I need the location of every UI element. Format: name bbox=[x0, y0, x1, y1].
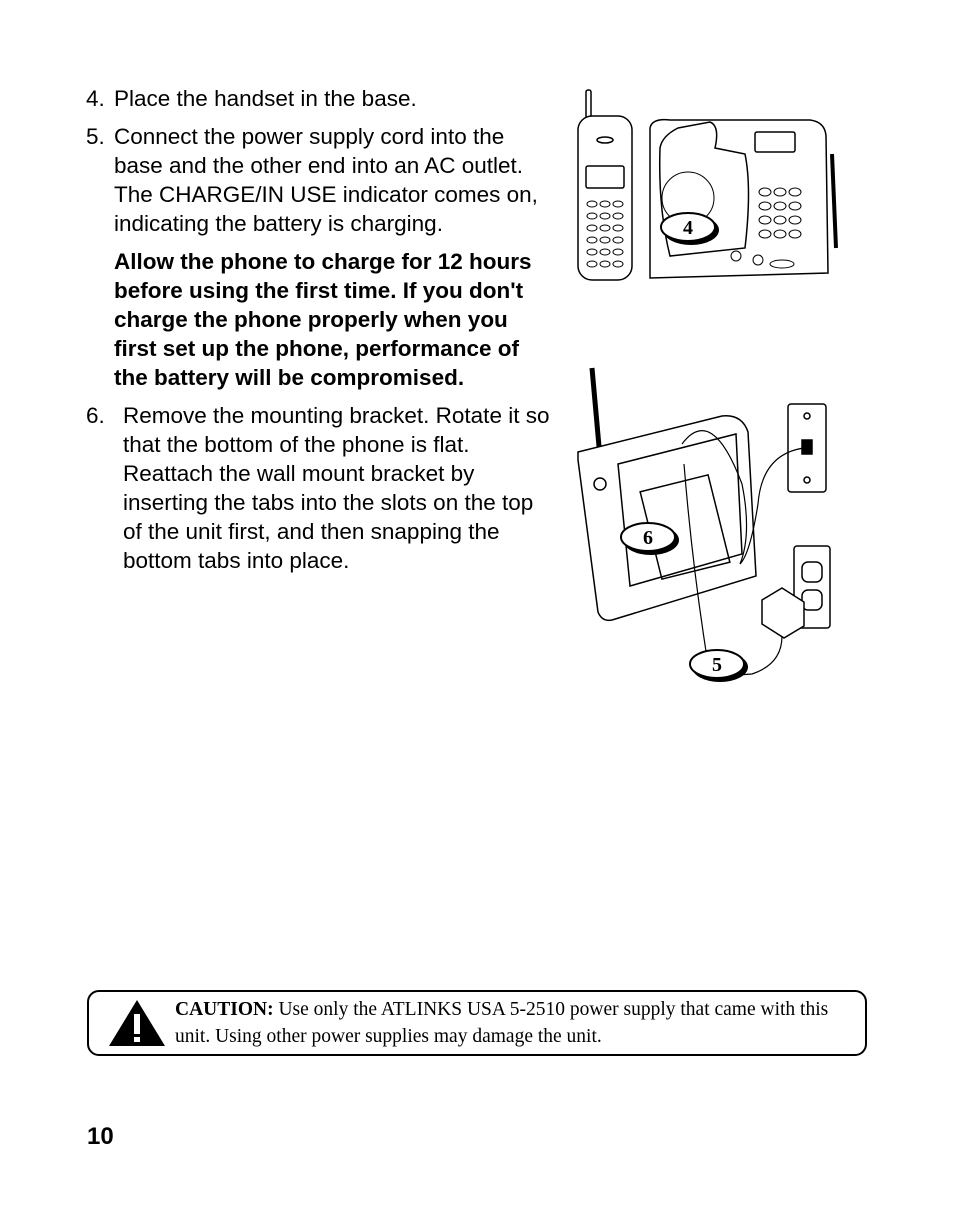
caution-label: CAUTION: bbox=[175, 999, 274, 1020]
step-4 bbox=[86, 84, 556, 113]
instruction-list bbox=[86, 84, 556, 584]
step-number: 4. bbox=[86, 86, 105, 111]
caution-body: Use only the ATLINKS USA 5-2510 power supply that came with this unit. Using other power supplies may damage the unit. bbox=[175, 999, 829, 1047]
warning-triangle-icon bbox=[107, 998, 167, 1048]
handset-illustration bbox=[578, 90, 632, 280]
page-number: 10 bbox=[87, 1123, 114, 1150]
callout-5 bbox=[690, 650, 748, 682]
base-back-illustration bbox=[578, 368, 756, 620]
step-text: Remove the mounting bracket. Rotate it so that the bottom of the phone is flat. Reattach the wall mount bracket by inserting the tabs into the slots on the top of the unit first, and then snapping the bottom tabs into place. bbox=[123, 403, 550, 573]
step-number: 5. bbox=[86, 124, 105, 149]
caution-box bbox=[87, 990, 867, 1056]
caution-text bbox=[175, 996, 845, 1050]
handset-and-base-illustration bbox=[570, 88, 850, 288]
callout-4-label: 4 bbox=[683, 217, 693, 239]
step-6 bbox=[86, 401, 556, 575]
charge-warning: Allow the phone to charge for 12 hours before using the first time. If you don't charge the phone properly when you first set up the phone, performance of the battery will be compromised. bbox=[114, 249, 532, 390]
step-text: Connect the power supply cord into the base and the other end into an AC outlet. The CHARGE/IN USE indicator comes on, indicating the battery is charging. bbox=[114, 124, 538, 236]
wall-mount-illustration bbox=[572, 364, 842, 694]
phone-line-jack-illustration bbox=[788, 404, 826, 492]
callout-5-label: 5 bbox=[712, 654, 722, 676]
step-5 bbox=[86, 122, 556, 238]
step-number: 6. bbox=[86, 403, 105, 428]
base-unit-illustration bbox=[650, 120, 836, 278]
step-text: Place the handset in the base. bbox=[114, 86, 417, 111]
callout-6-label: 6 bbox=[643, 527, 653, 549]
